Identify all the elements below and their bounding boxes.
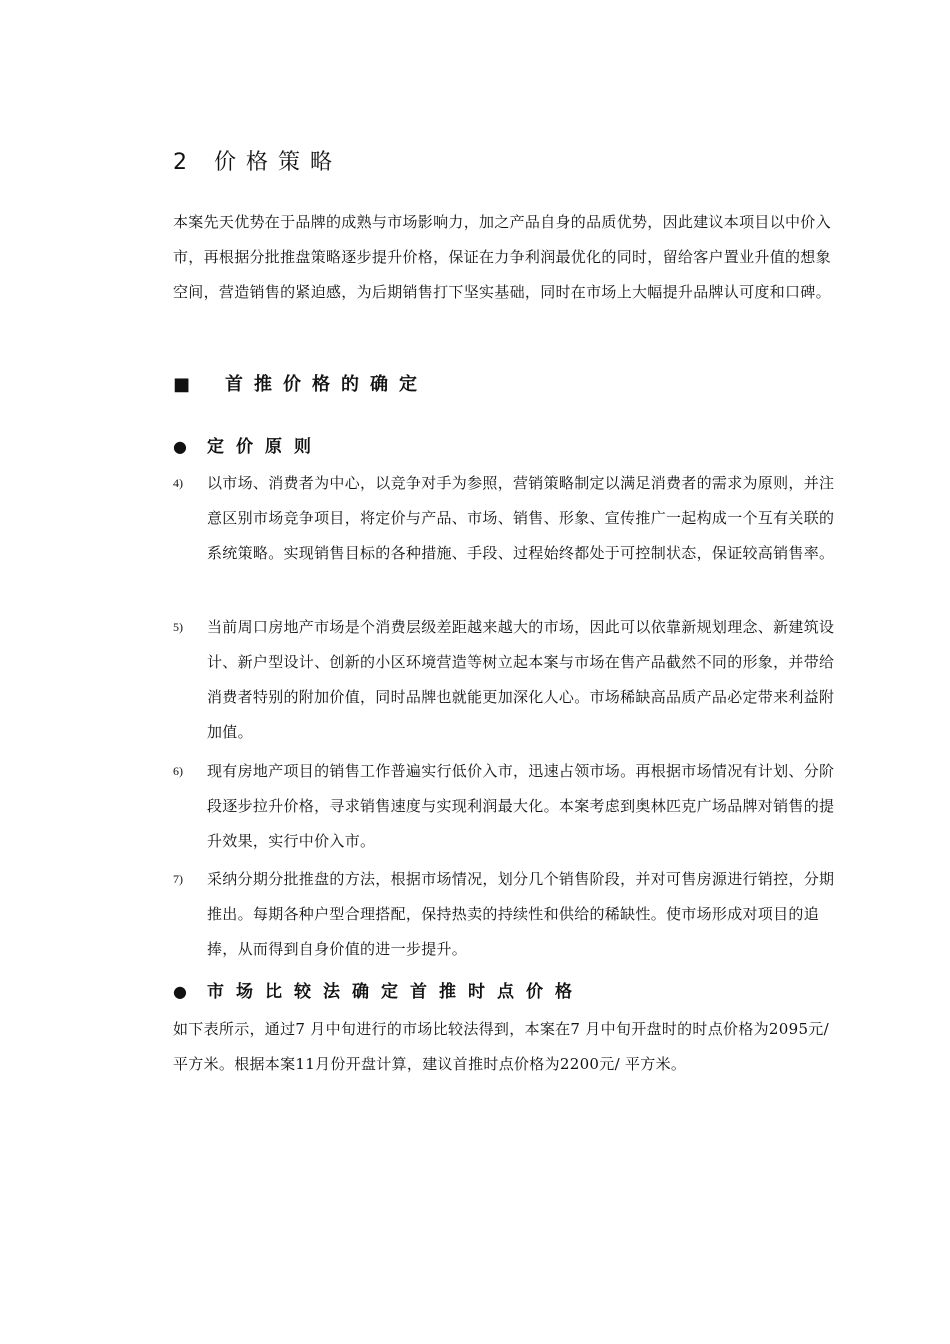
intro-paragraph: 本案先天优势在于品牌的成熟与市场影响力，加之产品自身的品质优势，因此建议本项目以中价入市，再根据分批推盘策略逐步提升价格，保证在力争利润最优化的同时，留给客户置业升值的想象空间，营造销售的紧迫感，为后期销售打下坚实基础，同时在市场上大幅提升品牌认可度和口碑。 <box>173 213 831 301</box>
list-item-number: 7) <box>173 872 183 886</box>
section-title: 首推价格的确定 <box>225 374 428 395</box>
list-item-text: 采纳分期分批推盘的方法，根据市场情况，划分几个销售阶段，并对可售房源进行销控，分期推出。每期各种户型合理搭配，保持热卖的持续性和供给的稀缺性。使市场形成对项目的追捧，从而得到自身价值的进一步提升。 <box>207 870 835 958</box>
list-item-text: 当前周口房地产市场是个消费层级差距越来越大的市场，因此可以依靠新规划理念、新建筑设计、新户型设计、创新的小区环境营造等树立起本案与市场在售产品截然不同的形象，并带给消费者特别的附加价值，同时品牌也就能更加深化人心。市场稀缺高品质产品必定带来利益附加值。 <box>207 618 835 741</box>
subsection-heading-market-comparison <box>173 977 584 1002</box>
list-item-text: 现有房地产项目的销售工作普遍实行低价入市，迅速占领市场。再根据市场情况有计划、分阶段逐步拉升价格，寻求销售速度与实现利润最大化。本案考虑到奥林匹克广场品牌对销售的提升效果，实行中价入市。 <box>207 762 835 850</box>
subsection-title: 定价原则 <box>207 437 323 457</box>
square-bullet-icon: ■ <box>173 374 191 395</box>
page-title: 2 价格策略 <box>173 150 342 175</box>
list-item-number: 4) <box>173 476 183 490</box>
list-item-text: 以市场、消费者为中心，以竞争对手为参照，营销策略制定以满足消费者的需求为原则，并注意区别市场竞争项目，将定价与产品、市场、销售、形象、宣传推广一起构成一个互有关联的系统策略。实现销售目标的各种措施、手段、过程始终都处于可控制状态，保证较高销售率。 <box>207 474 835 562</box>
round-bullet-icon: ● <box>173 437 187 456</box>
round-bullet-icon: ● <box>173 982 187 1001</box>
section-heading <box>173 370 428 396</box>
subsection-title: 市场比较法确定首推时点价格 <box>207 982 584 1002</box>
closing-paragraph: 如下表所示，通过7 月中旬进行的市场比较法得到，本案在7 月中旬开盘时的时点价格为2095元/ 平方米。根据本案11月份开盘计算，建议首推时点价格为2200元/ 平方米。 <box>173 1020 829 1073</box>
list-item-number: 6) <box>173 764 183 778</box>
subsection-heading-pricing-principles <box>173 432 323 457</box>
list-item-number: 5) <box>173 620 183 634</box>
